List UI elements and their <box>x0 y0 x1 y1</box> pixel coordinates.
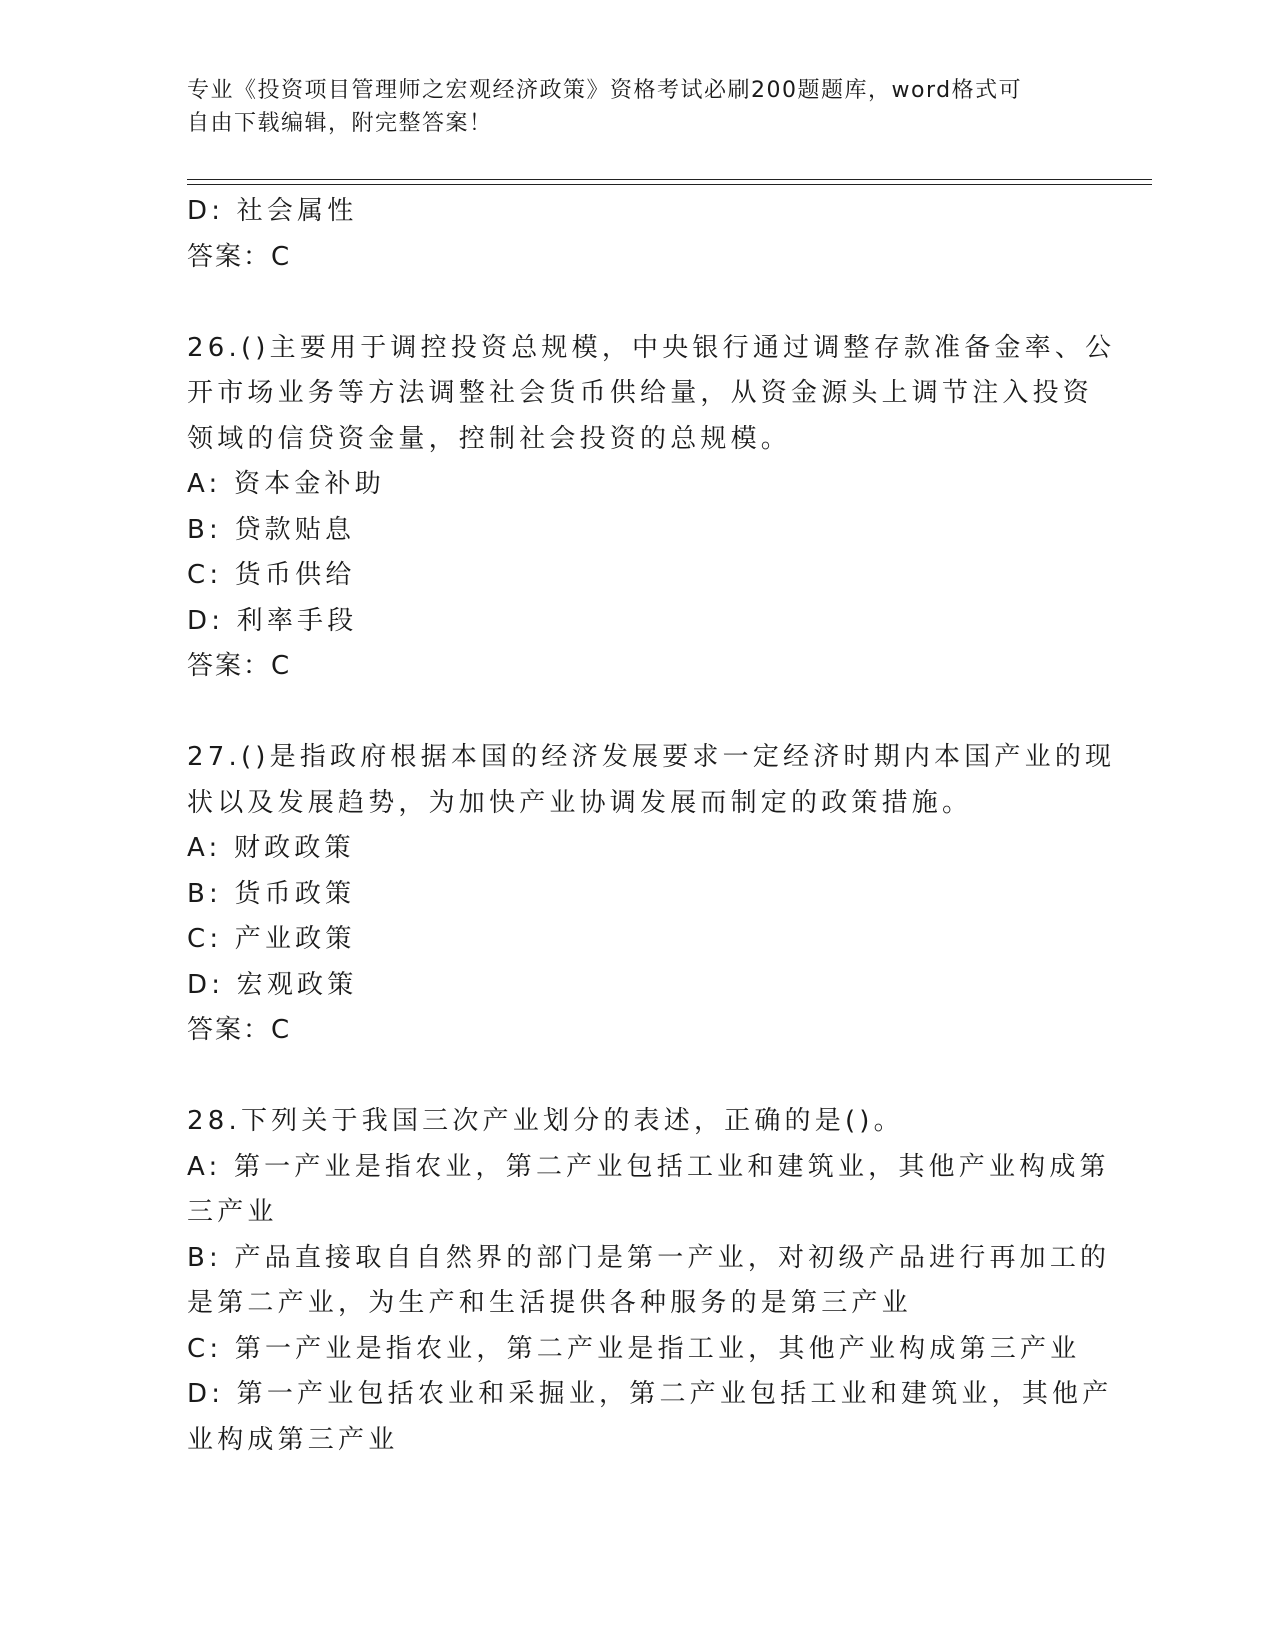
header-rule-top <box>187 179 1152 180</box>
question-stem-line: 28.下列关于我国三次产业划分的表述，正确的是()。 <box>187 1106 904 1136</box>
option-d-continued: 业构成第三产业 <box>187 1424 399 1455</box>
option-d: D: 利率手段 <box>187 605 358 636</box>
option-a-continued: 三产业 <box>187 1197 278 1227</box>
answer: 答案：C <box>187 1015 292 1045</box>
option-a: A: 第一产业是指农业，第二产业包括工业和建筑业，其他产业构成第 <box>187 1151 1110 1182</box>
option-d: D: 宏观政策 <box>187 969 358 1000</box>
header-line-2: 自由下载编辑，附完整答案！ <box>187 111 493 136</box>
header-line-1: 专业《投资项目管理师之宏观经济政策》资格考试必刷200题题库，word格式可 <box>187 78 1023 103</box>
answer: 答案：C <box>187 651 292 681</box>
question-stem-line: 领域的信贷资金量，控制社会投资的总规模。 <box>187 423 792 454</box>
question-26 <box>187 326 1116 690</box>
option-a: A: 资本金补助 <box>187 469 385 499</box>
question-stem-line: 27.()是指政府根据本国的经济发展要求一定经济时期内本国产业的现 <box>187 742 1116 772</box>
option-b-continued: 是第二产业，为生产和生活提供各种服务的是第三产业 <box>187 1288 912 1318</box>
question-28 <box>187 1099 1113 1463</box>
option-b: B: 货币政策 <box>187 878 356 909</box>
option-b: B: 产品直接取自自然界的部门是第一产业，对初级产品进行再加工的 <box>187 1242 1111 1273</box>
question-stem-line: 开市场业务等方法调整社会货币供给量，从资金源头上调节注入投资 <box>187 378 1094 408</box>
spacer <box>187 1054 1087 1100</box>
option-c: C: 产业政策 <box>187 924 356 954</box>
option-d: D: 第一产业包括农业和采掘业，第二产业包括工业和建筑业，其他产 <box>187 1379 1113 1409</box>
option-a: A: 财政政策 <box>187 833 355 863</box>
header-rule-bottom <box>187 184 1152 185</box>
spacer <box>187 690 1087 736</box>
question-stem-line: 状以及发展趋势，为加快产业协调发展而制定的政策措施。 <box>187 787 973 818</box>
option-b: B: 贷款贴息 <box>187 514 356 545</box>
question-stem-line: 26.()主要用于调控投资总规模，中央银行通过调整存款准备金率、公 <box>187 332 1116 363</box>
option-c: C: 第一产业是指农业，第二产业是指工业，其他产业构成第三产业 <box>187 1333 1081 1364</box>
document-header <box>187 74 1067 140</box>
question-list <box>187 189 1116 1463</box>
prev-answer: 答案：C <box>187 241 292 272</box>
spacer <box>187 280 1087 326</box>
prev-option-d: D: 社会属性 <box>187 196 358 226</box>
question-27 <box>187 735 1116 1054</box>
option-c: C: 货币供给 <box>187 560 356 590</box>
